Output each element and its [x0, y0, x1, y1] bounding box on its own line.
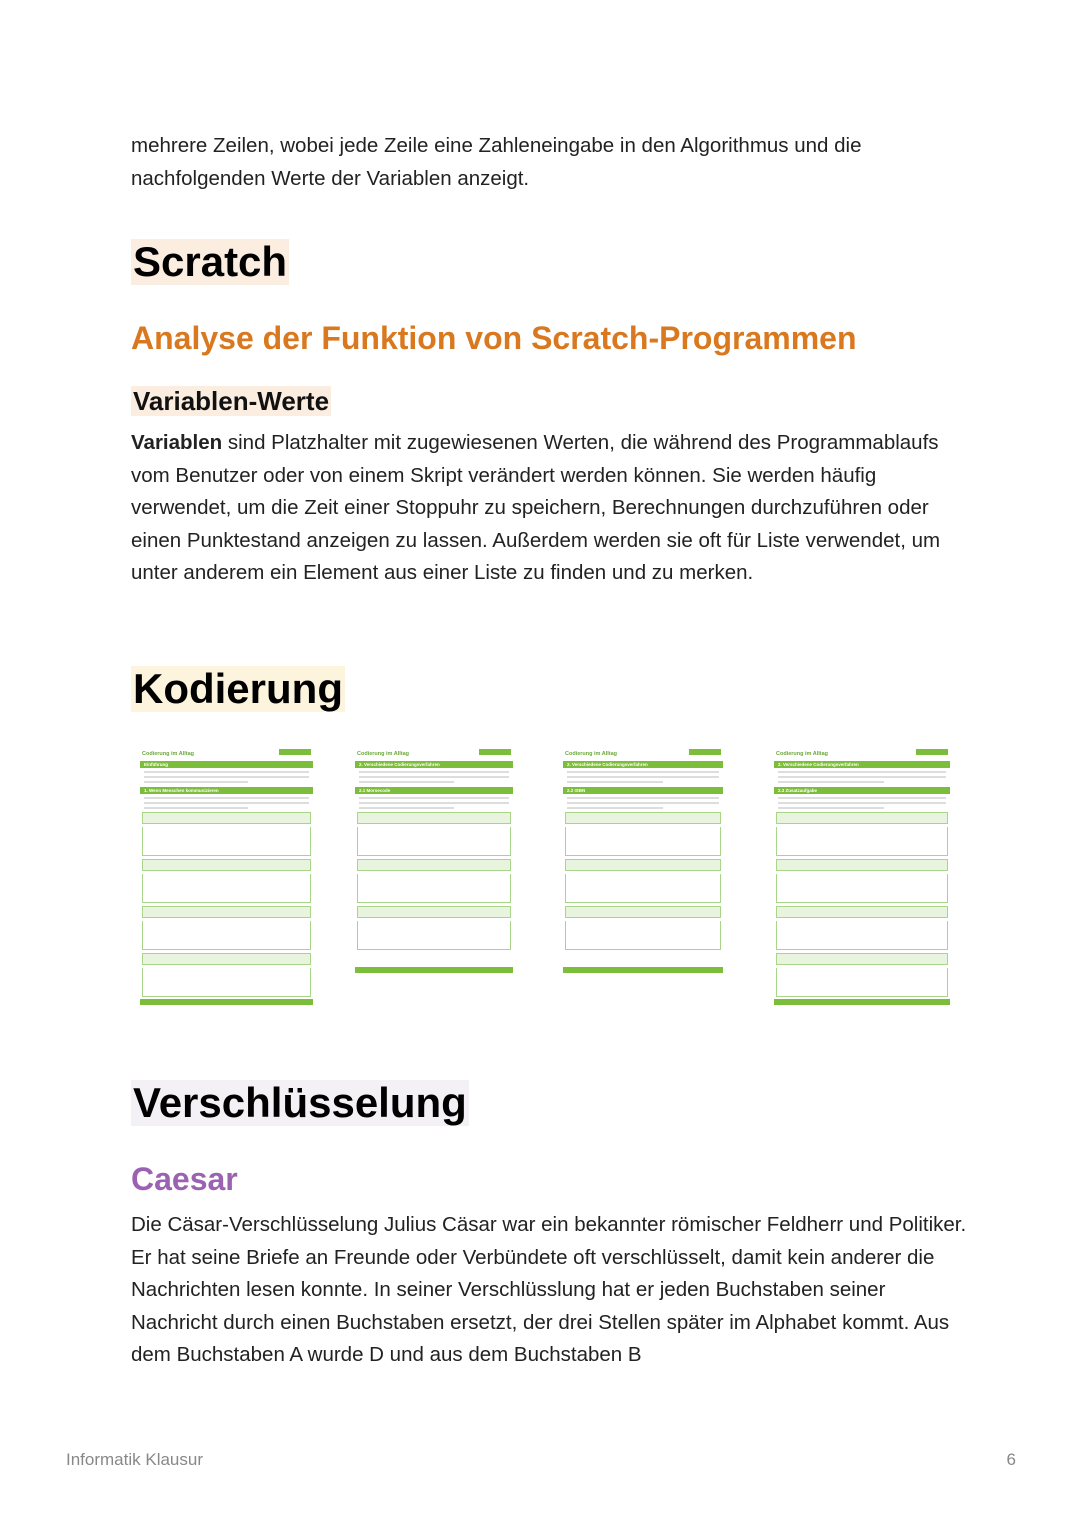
worksheet-logo: [279, 749, 311, 755]
intro-paragraph: mehrere Zeilen, wobei jede Zeile eine Zahleneingabe in den Algorithmus und die nachfolgenden Werte der Variablen anzeigt.: [131, 134, 862, 190]
worksheet-answer-field: [776, 921, 948, 950]
worksheet-footer: [563, 967, 723, 973]
worksheet-question: [776, 812, 948, 824]
worksheet-answer-field: [142, 921, 311, 950]
worksheet-thumbnail[interactable]: [563, 745, 723, 973]
worksheet-question: [776, 906, 948, 918]
worksheet-title: Codierung im Alltag: [142, 751, 195, 757]
page-number: 6: [1006, 1450, 1016, 1469]
worksheet-question: [142, 859, 311, 871]
variablen-term: Variablen: [131, 431, 223, 454]
worksheet-question: [357, 906, 511, 918]
worksheet-answer-field: [565, 921, 721, 950]
worksheet-section-bar: 2. Verschiedene Codierungsverfahren: [774, 761, 950, 768]
worksheet-question: [565, 906, 721, 918]
worksheet-logo: [479, 749, 511, 755]
worksheet-thumbnail[interactable]: [774, 745, 950, 1005]
worksheet-question: [142, 812, 311, 824]
worksheet-footer: [774, 999, 950, 1005]
worksheet-answer-field: [142, 827, 311, 856]
worksheet-answer-field: [142, 968, 311, 997]
variablen-paragraph: [131, 427, 961, 590]
worksheet-question: [776, 859, 948, 871]
worksheet-title: Codierung im Alltag: [776, 751, 829, 757]
worksheet-answer-field: [776, 827, 948, 856]
heading-verschluesselung: Verschlüsselung: [133, 1079, 467, 1126]
worksheet-section-bar: 2. Verschiedene Codierungsverfahren: [355, 761, 513, 768]
worksheet-answer-field: [357, 827, 511, 856]
worksheet-question: [565, 859, 721, 871]
worksheet-section-bar: 2.1 Morsecode: [355, 787, 513, 794]
worksheet-section-bar: 2. Verschiedene Codierungsverfahren: [563, 761, 723, 768]
worksheet-answer-field: [565, 874, 721, 903]
worksheet-question: [357, 812, 511, 824]
worksheet-answer-field: [776, 874, 948, 903]
worksheet-question: [357, 859, 511, 871]
subheading-analyse: Analyse der Funktion von Scratch-Programmen: [131, 320, 857, 356]
worksheet-title: Codierung im Alltag: [565, 751, 618, 757]
worksheet-answer-field: [357, 874, 511, 903]
worksheet-answer-field: [142, 874, 311, 903]
worksheet-question: [142, 953, 311, 965]
worksheet-logo: [916, 749, 948, 755]
worksheet-section-bar: 2.2 ISBN: [563, 787, 723, 794]
subsubheading-variablen-werte: Variablen-Werte: [133, 386, 330, 416]
worksheet-question: [565, 812, 721, 824]
worksheet-section-bar: Einführung: [140, 761, 313, 768]
worksheet-answer-field: [776, 968, 948, 997]
variablen-text: sind Platzhalter mit zugewiesenen Werten, die während des Programmablaufs vom Benutzer oder von einem Skript verändert werden können. Sie werden häufig verwendet, um die Zeit einer Stoppuhr zu speichern, Berechnungen durchzuführen oder einen Punktestand anzeigen zu lassen. Außerdem werden sie oft für Liste verwendet, um unter anderem ein Element aus einer Liste zu finden und zu merken.: [131, 431, 941, 585]
worksheet-question: [776, 953, 948, 965]
footer-title: Informatik Klausur: [66, 1450, 203, 1469]
heading-kodierung: Kodierung: [133, 665, 343, 712]
worksheet-question: [142, 906, 311, 918]
worksheet-title: Codierung im Alltag: [357, 751, 410, 757]
worksheet-section-bar: 2.3 Zusatzaufgabe: [774, 787, 950, 794]
worksheet-thumbnail[interactable]: [355, 745, 513, 973]
worksheet-footer: [140, 999, 313, 1005]
heading-scratch: Scratch: [133, 238, 288, 285]
subheading-caesar: Caesar: [131, 1161, 238, 1197]
worksheet-footer: [355, 967, 513, 973]
worksheet-section-bar: 1. Wenn Menschen kommunizieren: [140, 787, 313, 794]
worksheet-logo: [689, 749, 721, 755]
worksheet-thumbnail[interactable]: [140, 745, 313, 1005]
worksheet-answer-field: [357, 921, 511, 950]
worksheet-answer-field: [565, 827, 721, 856]
caesar-paragraph: Die Cäsar-Verschlüsselung Julius Cäsar war ein bekannter römischer Feldherr und Politiker. Er hat seine Briefe an Freunde oder Verbündete oft verschlüsselt, damit kein anderer die Nachrichten lesen konnte. In seiner Verschlüsslung hat er jeden Buchstaben seiner Nachricht durch einen Buchstaben ersetzt, der drei Stellen später im Alphabet kommt. Aus dem Buchstaben A wurde D und aus dem Buchstaben B: [131, 1213, 967, 1367]
